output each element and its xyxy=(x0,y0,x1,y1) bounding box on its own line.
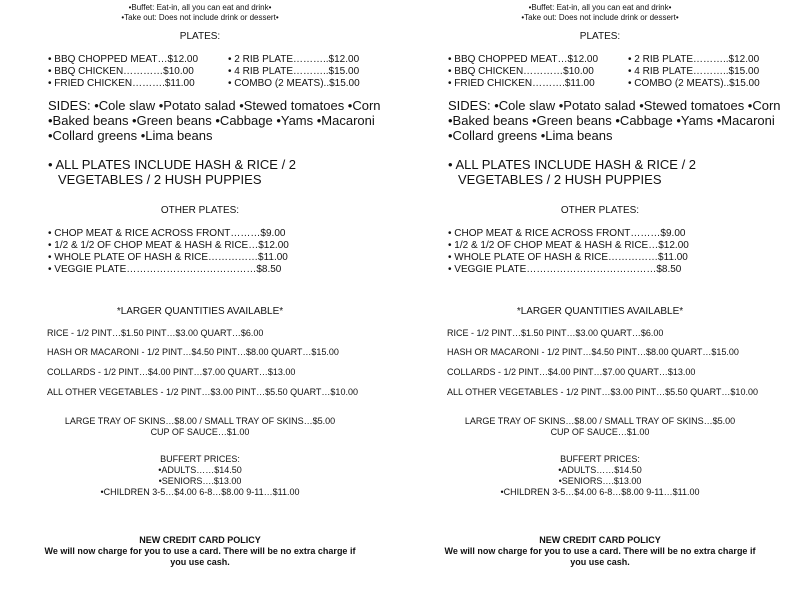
include-note: • ALL PLATES INCLUDE HASH & RICE / 2 xyxy=(448,157,697,172)
buffet-price: •ADULTS……$14.50 xyxy=(158,465,242,475)
credit-text: We will now charge for you to use a card. There will be no extra charge if xyxy=(44,546,356,556)
other-plate-item: • WHOLE PLATE OF HASH & RICE……………$11.00 xyxy=(48,252,288,263)
credit-text: We will now charge for you to use a card. There will be no extra charge if xyxy=(444,546,756,556)
credit-heading: NEW CREDIT CARD POLICY xyxy=(139,535,261,545)
takeout-note: •Take out: Does not include drink or dessert• xyxy=(521,13,679,22)
quantity-item: COLLARDS - 1/2 PINT…$4.00 PINT…$7.00 QUART…$13.00 xyxy=(447,367,696,377)
include-note: VEGETABLES / 2 HUSH PUPPIES xyxy=(458,172,662,187)
other-plates-heading: OTHER PLATES: xyxy=(160,205,240,216)
buffet-note: •Buffet: Eat-in, all you can eat and drink• xyxy=(128,3,272,12)
buffet-note: •Buffet: Eat-in, all you can eat and drink• xyxy=(528,3,672,12)
quantity-item: COLLARDS - 1/2 PINT…$4.00 PINT…$7.00 QUART…$13.00 xyxy=(47,367,296,377)
tray-line: LARGE TRAY OF SKINS…$8.00 / SMALL TRAY OF SKINS…$5.00 xyxy=(64,416,336,426)
plates-heading: PLATES: xyxy=(579,31,621,42)
sides-line: SIDES: •Cole slaw •Potato salad •Stewed tomatoes •Corn xyxy=(48,98,381,113)
credit-text: you use cash. xyxy=(570,557,630,567)
buffet-price: •SENIORS….$13.00 xyxy=(558,476,642,486)
buffet-price: •ADULTS……$14.50 xyxy=(558,465,642,475)
include-note: VEGETABLES / 2 HUSH PUPPIES xyxy=(58,172,262,187)
quantity-item: ALL OTHER VEGETABLES - 1/2 PINT…$3.00 PINT…$5.50 QUART…$10.00 xyxy=(447,387,758,397)
larger-heading: *LARGER QUANTITIES AVAILABLE* xyxy=(116,306,284,317)
plate-item: • 4 RIB PLATE………..$15.00 xyxy=(628,66,760,77)
other-plate-item: • VEGGIE PLATE…………………………………$8.50 xyxy=(448,264,682,275)
buffet-price: •CHILDREN 3-5…$4.00 6-8…$8.00 9-11…$11.00 xyxy=(100,487,300,497)
buffet-prices-heading: BUFFERT PRICES: xyxy=(560,454,640,464)
plate-item: • COMBO (2 MEATS)..$15.00 xyxy=(628,78,760,89)
other-plate-item: • CHOP MEAT & RICE ACROSS FRONT………$9.00 xyxy=(48,228,286,239)
menu-sheet-right xyxy=(400,0,800,600)
other-plate-item: • CHOP MEAT & RICE ACROSS FRONT………$9.00 xyxy=(448,228,686,239)
credit-text: you use cash. xyxy=(170,557,230,567)
quantity-item: RICE - 1/2 PINT…$1.50 PINT…$3.00 QUART…$6.00 xyxy=(47,328,264,338)
plate-item: • FRIED CHICKEN……….$11.00 xyxy=(48,78,195,89)
quantity-item: ALL OTHER VEGETABLES - 1/2 PINT…$3.00 PINT…$5.50 QUART…$10.00 xyxy=(47,387,358,397)
plates-heading: PLATES: xyxy=(179,31,221,42)
sides-line: •Collard greens •Lima beans xyxy=(48,128,213,143)
tray-line: CUP OF SAUCE…$1.00 xyxy=(550,427,650,437)
tray-line: LARGE TRAY OF SKINS…$8.00 / SMALL TRAY OF SKINS…$5.00 xyxy=(464,416,736,426)
sides-line: •Baked beans •Green beans •Cabbage •Yams •Macaroni xyxy=(48,113,375,128)
plate-item: • 4 RIB PLATE………..$15.00 xyxy=(228,66,360,77)
buffet-price: •CHILDREN 3-5…$4.00 6-8…$8.00 9-11…$11.00 xyxy=(500,487,700,497)
other-plates-heading: OTHER PLATES: xyxy=(560,205,640,216)
buffet-prices-heading: BUFFERT PRICES: xyxy=(160,454,240,464)
plate-item: • BBQ CHICKEN…………$10.00 xyxy=(48,66,194,77)
plate-item: • BBQ CHOPPED MEAT…$12.00 xyxy=(448,54,599,65)
sides-line: •Collard greens •Lima beans xyxy=(448,128,613,143)
plate-item: • BBQ CHOPPED MEAT…$12.00 xyxy=(48,54,199,65)
takeout-note: •Take out: Does not include drink or dessert• xyxy=(121,13,279,22)
quantity-item: HASH OR MACARONI - 1/2 PINT…$4.50 PINT…$8.00 QUART…$15.00 xyxy=(47,347,339,357)
sides-line: SIDES: •Cole slaw •Potato salad •Stewed tomatoes •Corn xyxy=(448,98,781,113)
larger-heading: *LARGER QUANTITIES AVAILABLE* xyxy=(516,306,684,317)
plate-item: • FRIED CHICKEN……….$11.00 xyxy=(448,78,595,89)
plate-item: • 2 RIB PLATE………..$12.00 xyxy=(628,54,760,65)
plate-item: • 2 RIB PLATE………..$12.00 xyxy=(228,54,360,65)
quantity-item: RICE - 1/2 PINT…$1.50 PINT…$3.00 QUART…$6.00 xyxy=(447,328,664,338)
include-note: • ALL PLATES INCLUDE HASH & RICE / 2 xyxy=(48,157,297,172)
plate-item: • COMBO (2 MEATS)..$15.00 xyxy=(228,78,360,89)
sides-line: •Baked beans •Green beans •Cabbage •Yams •Macaroni xyxy=(448,113,775,128)
other-plate-item: • 1/2 & 1/2 OF CHOP MEAT & HASH & RICE…$12.00 xyxy=(448,240,689,251)
other-plate-item: • WHOLE PLATE OF HASH & RICE……………$11.00 xyxy=(448,252,688,263)
buffet-price: •SENIORS….$13.00 xyxy=(158,476,242,486)
tray-line: CUP OF SAUCE…$1.00 xyxy=(150,427,250,437)
other-plate-item: • 1/2 & 1/2 OF CHOP MEAT & HASH & RICE…$12.00 xyxy=(48,240,289,251)
quantity-item: HASH OR MACARONI - 1/2 PINT…$4.50 PINT…$8.00 QUART…$15.00 xyxy=(447,347,739,357)
credit-heading: NEW CREDIT CARD POLICY xyxy=(539,535,661,545)
plate-item: • BBQ CHICKEN…………$10.00 xyxy=(448,66,594,77)
other-plate-item: • VEGGIE PLATE…………………………………$8.50 xyxy=(48,264,282,275)
